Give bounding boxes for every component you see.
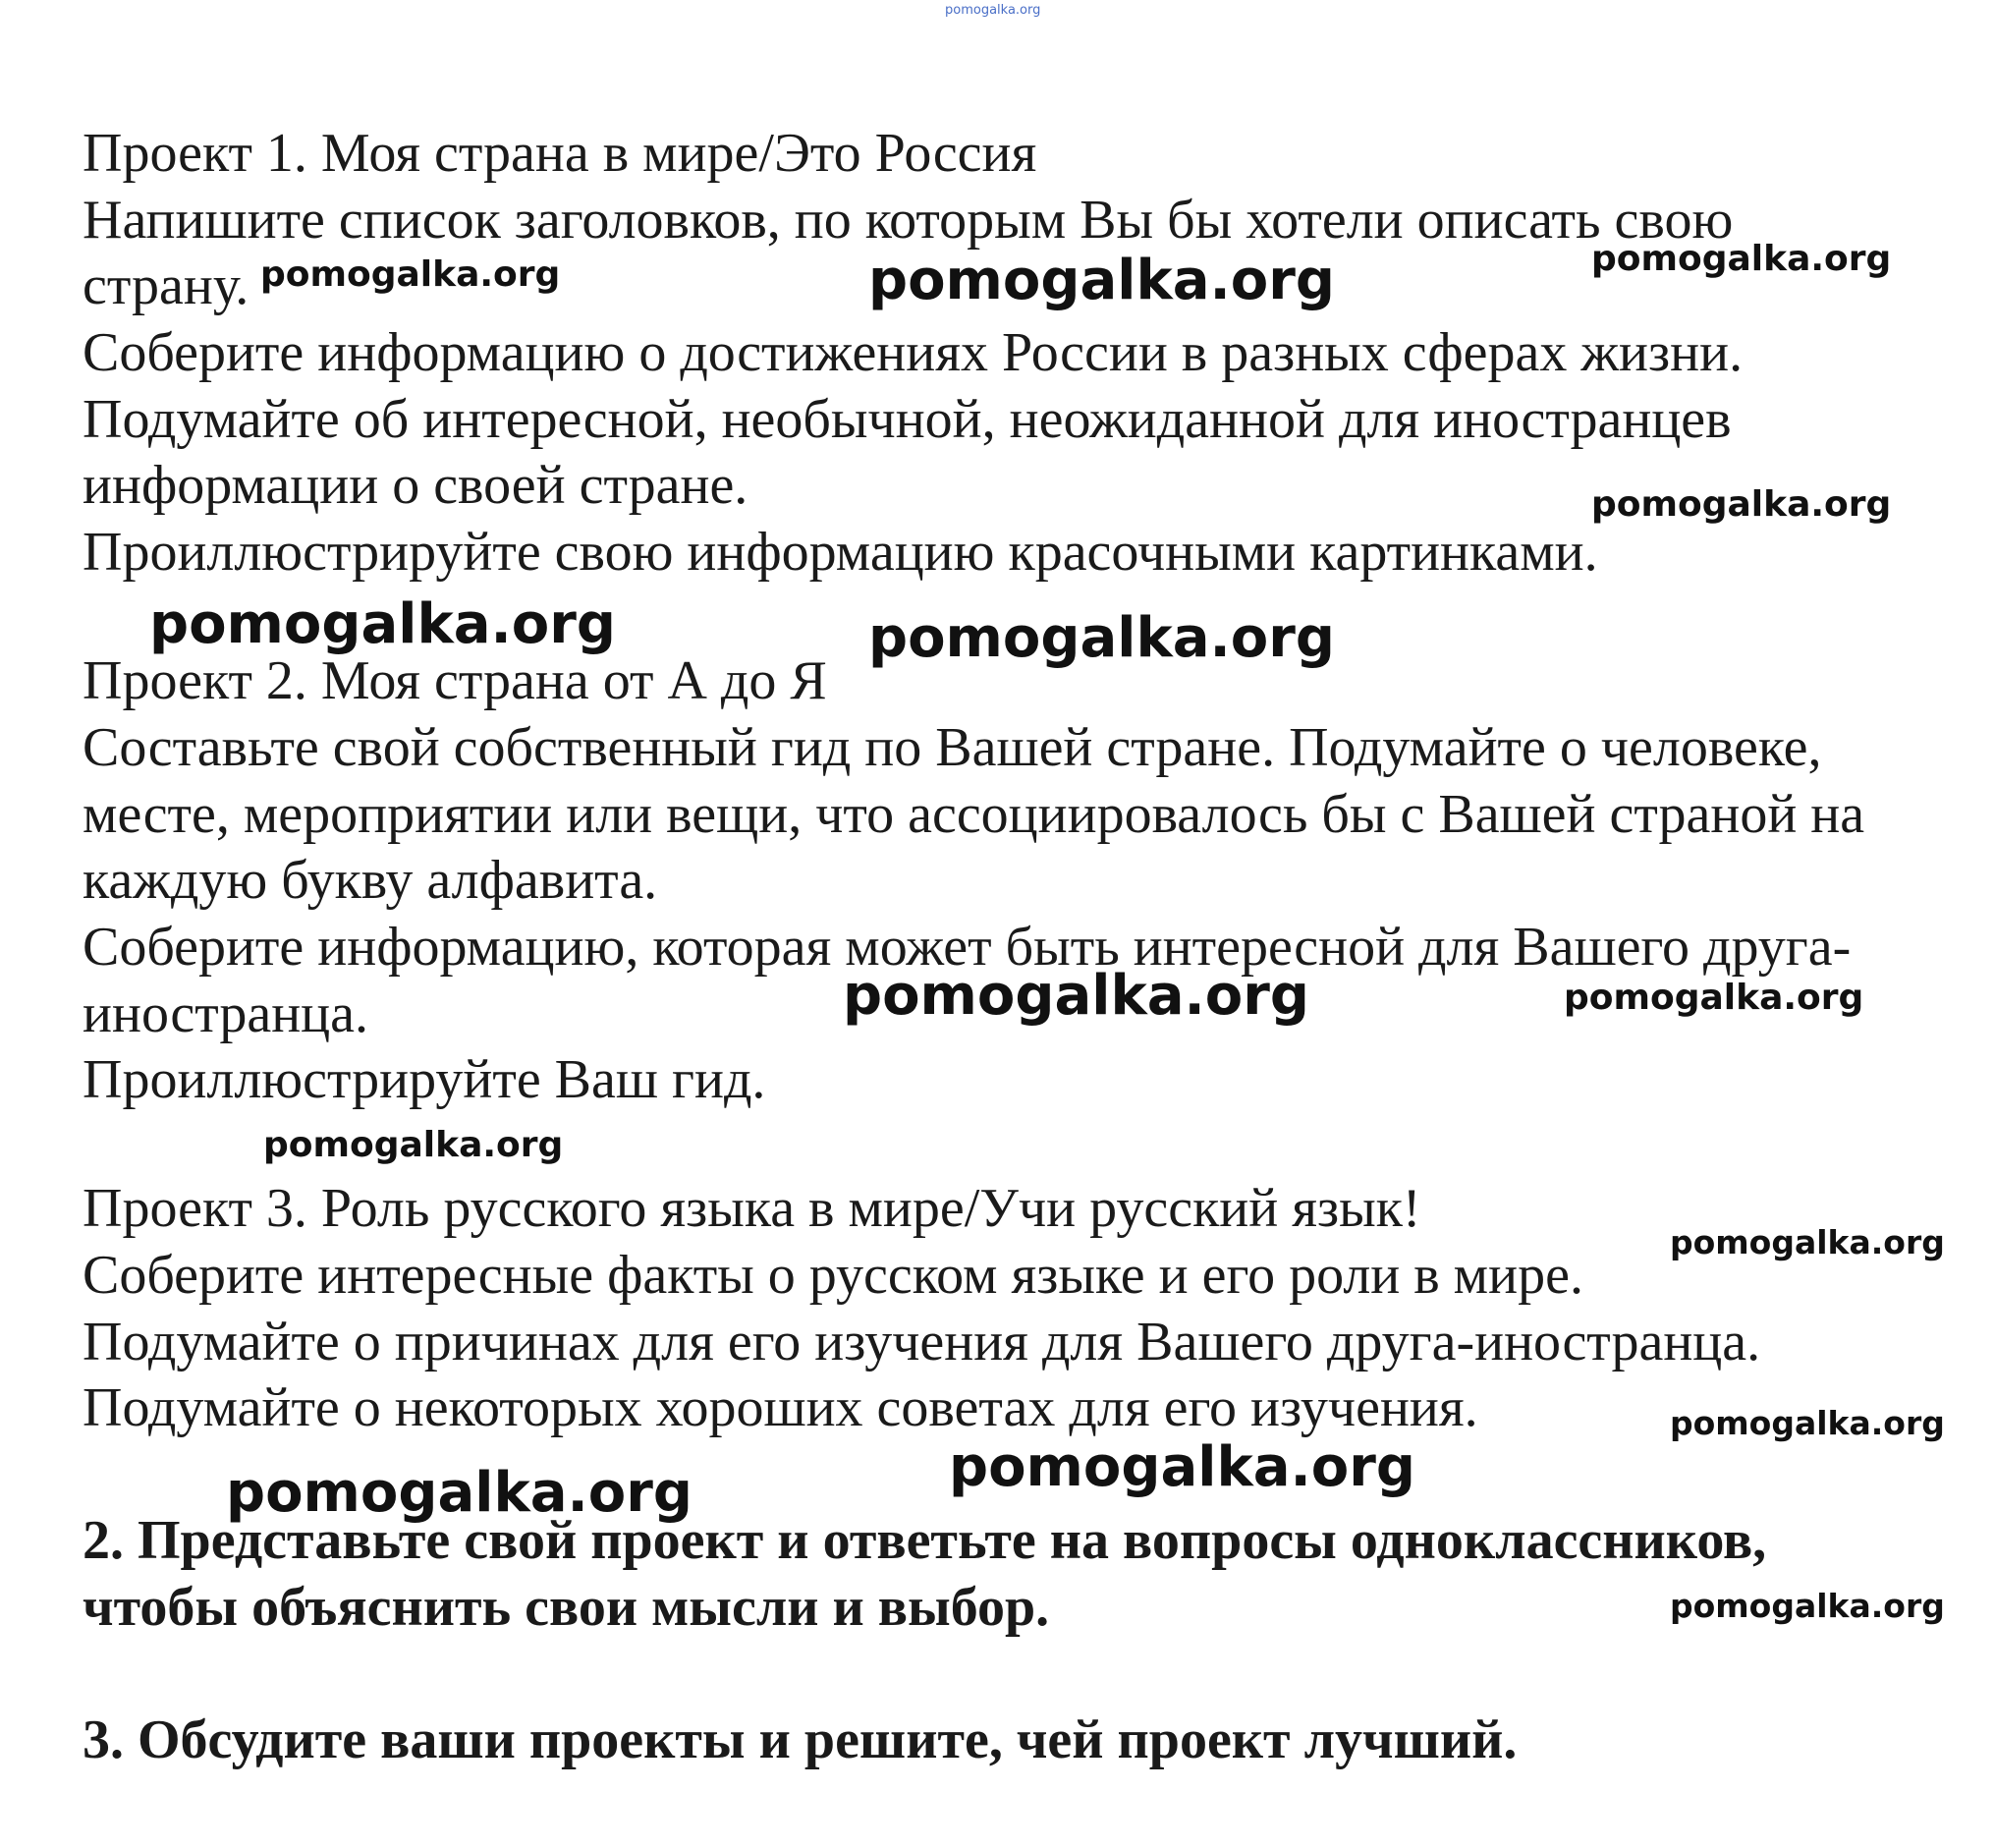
watermark: pomogalka.org <box>263 1125 564 1165</box>
project-1-title: Проект 1. Моя страна в мире/Это Россия <box>83 123 1037 184</box>
watermark: pomogalka.org <box>843 964 1309 1028</box>
watermark: pomogalka.org <box>1670 1223 1945 1261</box>
watermark: pomogalka.org <box>226 1461 692 1525</box>
project-2-line: Проиллюстрируйте Ваш гид. <box>83 1049 766 1110</box>
project-1-line: Напишите список заголовков, по которым Вы бы хотели описать свою <box>83 190 1734 251</box>
project-3-line: Подумайте о причинах для его изучения для Вашего друга-иностранца. <box>83 1312 1761 1372</box>
project-1-line: Подумайте об интересной, необычной, неожиданной для иностранцев <box>83 389 1732 450</box>
project-2-line: иностранца. <box>83 983 368 1044</box>
project-1-line: страну. <box>83 255 249 316</box>
project-2-line: каждую букву алфавита. <box>83 850 658 911</box>
watermark: pomogalka.org <box>1591 484 1892 525</box>
project-2-title: Проект 2. Моя страна от А до Я <box>83 650 827 711</box>
watermark: pomogalka.org <box>1670 1404 1945 1442</box>
project-2-line: Соберите информацию, которая может быть интересной для Вашего друга- <box>83 917 1852 978</box>
watermark: pomogalka.org <box>949 1435 1415 1499</box>
project-3-line: Соберите интересные факты о русском языке и его роли в мире. <box>83 1245 1583 1306</box>
task-2-line: чтобы объяснить свои мысли и выбор. <box>83 1577 1050 1638</box>
task-2-line: 2. Представьте свой проект и ответьте на вопросы одноклассников, <box>83 1510 1767 1571</box>
project-1-line: информации о своей стране. <box>83 455 748 516</box>
project-3-line: Подумайте о некоторых хороших советах для его изучения. <box>83 1377 1478 1438</box>
watermark: pomogalka.org <box>1670 1587 1945 1625</box>
watermark: pomogalka.org <box>868 249 1335 312</box>
project-3-title: Проект 3. Роль русского языка в мире/Учи русский язык! <box>83 1178 1421 1239</box>
project-1-line: Проиллюстрируйте свою информацию красочными картинками. <box>83 522 1598 583</box>
project-2-line: месте, мероприятии или вещи, что ассоциировалось бы с Вашей страной на <box>83 784 1865 845</box>
watermark: pomogalka.org <box>1591 239 1892 279</box>
project-1-line: Соберите информацию о достижениях России в разных сферах жизни. <box>83 322 1744 383</box>
task-3: 3. Обсудите ваши проекты и решите, чей проект лучший. <box>83 1709 1518 1770</box>
project-2-line: Составьте свой собственный гид по Вашей стране. Подумайте о человеке, <box>83 717 1822 778</box>
watermark: pomogalka.org <box>149 592 616 656</box>
watermark: pomogalka.org <box>1564 978 1864 1018</box>
watermark: pomogalka.org <box>868 606 1335 670</box>
site-watermark-top: pomogalka.org <box>945 3 1041 18</box>
watermark: pomogalka.org <box>260 254 561 295</box>
